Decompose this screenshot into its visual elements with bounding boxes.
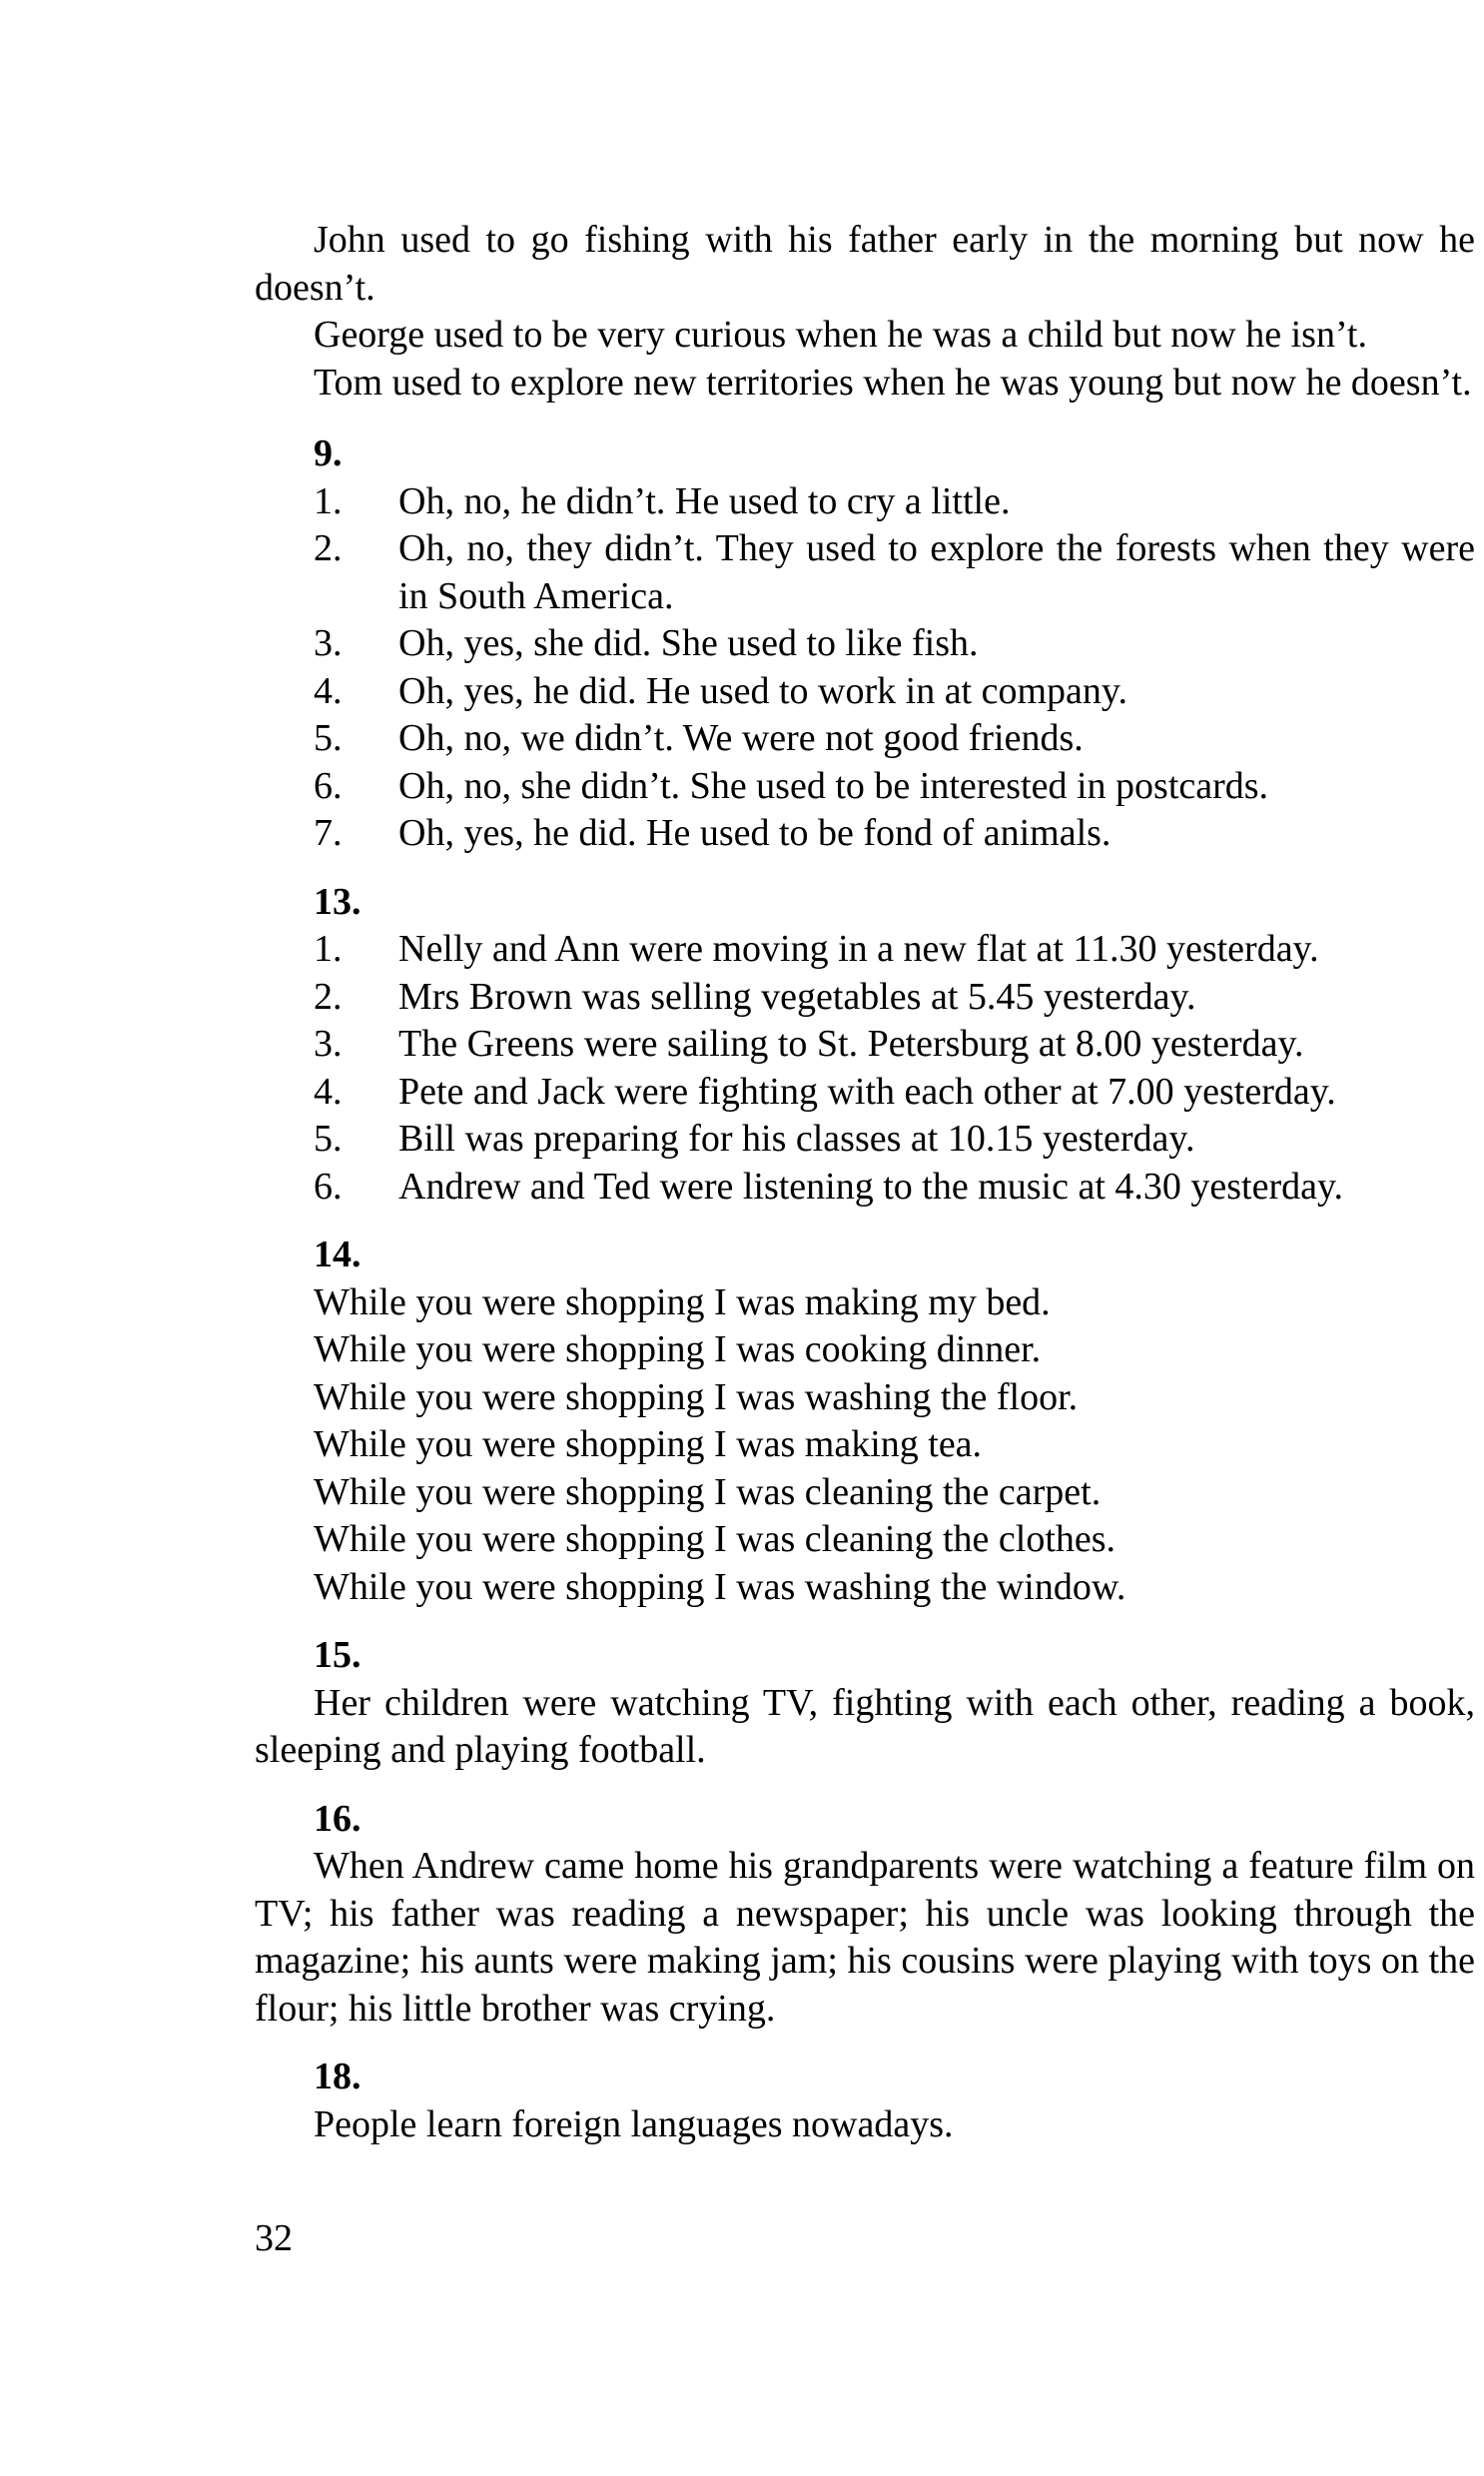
list-item [255, 715, 1475, 763]
list-item [255, 810, 1475, 858]
item-text: Nelly and Ann were moving in a new flat at 11.30 yesterday. [398, 928, 1319, 970]
intro-paragraph: George used to be very curious when he was a child but now he isn’t. [314, 314, 1367, 356]
item-number: 1. [314, 479, 343, 522]
answer-line: While you were shopping I was cleaning the clothes. [314, 1518, 1116, 1560]
answer-paragraph: Her children were watching TV, fighting with each other, reading a book, sleeping and playing football. [255, 1681, 1475, 1771]
item-number: 6. [314, 764, 343, 807]
exercise-14 [255, 1232, 1475, 1611]
item-number: 2. [314, 975, 343, 1018]
list-item [255, 668, 1475, 716]
exercise-heading: 13. [314, 880, 362, 923]
list-item [255, 525, 1475, 620]
list-item [255, 974, 1475, 1022]
exercise-15 [255, 1632, 1475, 1775]
answer-line: While you were shopping I was washing the window. [314, 1565, 1126, 1608]
page-number: 32 [255, 2217, 293, 2259]
item-text: Oh, no, she didn’t. She used to be interested in postcards. [398, 764, 1269, 807]
answer-paragraph: People learn foreign languages nowadays. [314, 2102, 954, 2145]
item-text: Oh, yes, she did. She used to like fish. [398, 622, 979, 664]
exercise-heading: 14. [314, 1234, 362, 1275]
item-number: 5. [314, 717, 343, 759]
item-number: 1. [314, 928, 343, 970]
exercise-heading: 9. [314, 432, 343, 474]
exercise-18 [255, 2054, 1475, 2148]
exercise-9 [255, 430, 1475, 858]
list-item [255, 1021, 1475, 1069]
answer-line: While you were shopping I was washing the floor. [314, 1375, 1079, 1418]
answer-line: While you were shopping I was cleaning the carpet. [314, 1470, 1102, 1513]
list-item [255, 1164, 1475, 1212]
item-text: Oh, yes, he did. He used to be fond of animals. [398, 812, 1112, 854]
item-text: Mrs Brown was selling vegetables at 5.45 yesterday. [398, 975, 1196, 1018]
item-text: Andrew and Ted were listening to the music at 4.30 yesterday. [398, 1165, 1344, 1208]
item-number: 4. [314, 669, 343, 712]
item-number: 4. [314, 1070, 343, 1113]
intro-paragraph: Tom used to explore new territories when he was young but now he doesn’t. [314, 361, 1472, 404]
item-number: 3. [314, 622, 343, 664]
page-content [255, 217, 1475, 2148]
item-number: 6. [314, 1165, 343, 1208]
intro-paragraph: John used to go fishing with his father early in the morning but now he doesn’t. [255, 219, 1475, 309]
item-text: Bill was preparing for his classes at 10.15 yesterday. [398, 1118, 1195, 1160]
item-number: 2. [314, 527, 343, 569]
list-item [255, 620, 1475, 668]
list-item [255, 1116, 1475, 1164]
exercise-heading: 15. [314, 1634, 362, 1676]
exercise-heading: 18. [314, 2056, 362, 2097]
item-text: Oh, no, we didn’t. We were not good friends. [398, 717, 1084, 759]
answer-line: While you were shopping I was making tea. [314, 1423, 983, 1465]
item-number: 7. [314, 812, 343, 854]
item-text: The Greens were sailing to St. Petersburg at 8.00 yesterday. [398, 1023, 1304, 1065]
exercise-16 [255, 1796, 1475, 2034]
item-text: Pete and Jack were fighting with each other at 7.00 yesterday. [398, 1070, 1336, 1113]
item-number: 5. [314, 1118, 343, 1160]
list-item [255, 763, 1475, 811]
answer-line: While you were shopping I was cooking dinner. [314, 1328, 1042, 1370]
item-text: Oh, no, they didn’t. They used to explore the forests when they were in South America. [398, 527, 1475, 617]
item-text: Oh, no, he didn’t. He used to cry a little. [398, 479, 1011, 522]
list-item [255, 926, 1475, 974]
list-item [255, 1069, 1475, 1117]
exercise-heading: 16. [314, 1797, 362, 1840]
list-item [255, 478, 1475, 526]
answer-paragraph: When Andrew came home his grandparents were watching a feature film on TV; his father was reading a newspaper; his uncle was looking through the magazine; his aunts were making jam; his cousins were playing with toys on the flour; his little brother was crying. [255, 1845, 1475, 2030]
item-text: Oh, yes, he did. He used to work in at company. [398, 669, 1127, 712]
item-number: 3. [314, 1023, 343, 1065]
exercise-13 [255, 879, 1475, 1212]
answer-line: While you were shopping I was making my bed. [314, 1280, 1051, 1323]
